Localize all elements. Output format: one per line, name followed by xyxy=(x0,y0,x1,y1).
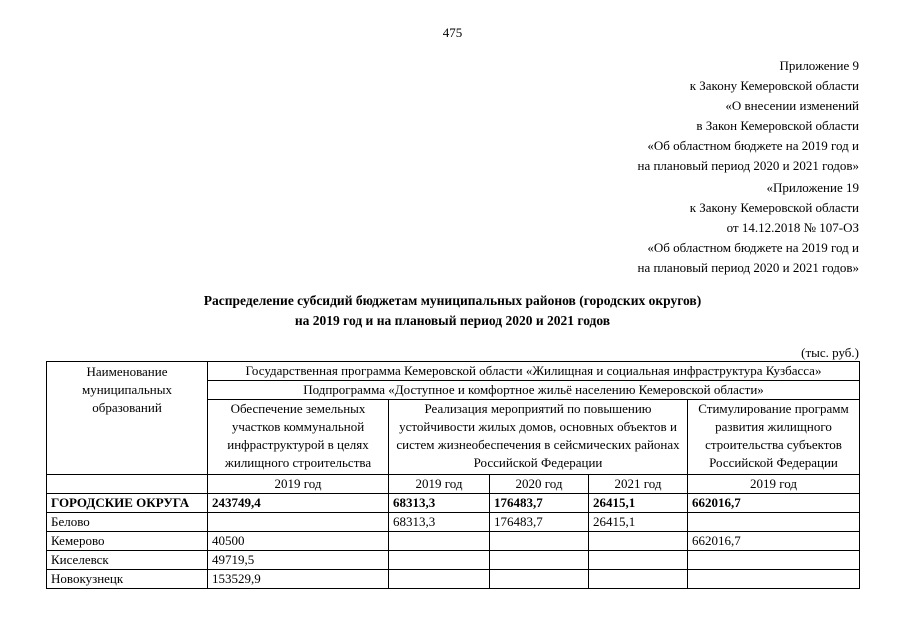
year-header: 2021 год xyxy=(589,475,688,494)
row-value: 662016,7 xyxy=(688,494,860,513)
appendix-current-line: в Закон Кемеровской области xyxy=(696,118,859,133)
row-value: 68313,3 xyxy=(389,494,490,513)
measure-header-land: Обеспечение земельных участков коммунальной инфраструктурой в целях жилищного строительства xyxy=(208,400,389,475)
year-header: 2019 год xyxy=(389,475,490,494)
measure-header-seismic: Реализация мероприятий по повышению устойчивости жилых домов, основных объектов и систем жизнеобеспечения в сейсмических районах Российской Федерации xyxy=(389,400,688,475)
subprogram-header: Подпрограмма «Доступное и комфортное жильё населению Кемеровской области» xyxy=(208,381,860,400)
row-value xyxy=(589,551,688,570)
appendix-current-line: Приложение 9 xyxy=(779,58,859,73)
row-value: 68313,3 xyxy=(389,513,490,532)
appendix-current-line: «Об областном бюджете на 2019 год и xyxy=(647,138,859,153)
empty-cell xyxy=(47,475,208,494)
row-value xyxy=(589,570,688,589)
appendix-original-heading xyxy=(638,178,860,278)
title-line-2: на 2019 год и на плановый период 2020 и 2021 годов xyxy=(294,313,611,328)
row-name: Киселевск xyxy=(47,551,208,570)
row-value xyxy=(490,532,589,551)
measure-header-housing: Стимулирование программ развития жилищного строительства субъектов Российской Федерации xyxy=(688,400,860,475)
appendix-original-line: к Закону Кемеровской области xyxy=(689,200,859,215)
units-label: (тыс. руб.) xyxy=(801,345,859,360)
row-value: 26415,1 xyxy=(589,513,688,532)
table-row xyxy=(47,513,860,532)
appendix-original-line: от 14.12.2018 № 107-ОЗ xyxy=(726,220,859,235)
appendix-current-heading xyxy=(638,56,860,176)
table-row xyxy=(47,494,860,513)
appendix-original-line: «Об областном бюджете на 2019 год и xyxy=(647,240,859,255)
table-row xyxy=(47,532,860,551)
row-value: 176483,7 xyxy=(490,494,589,513)
row-value: 243749,4 xyxy=(208,494,389,513)
year-header: 2019 год xyxy=(688,475,860,494)
year-header: 2020 год xyxy=(490,475,589,494)
appendix-current-line: к Закону Кемеровской области xyxy=(689,78,859,93)
row-value: 26415,1 xyxy=(589,494,688,513)
appendix-original-line: «Приложение 19 xyxy=(766,180,859,195)
row-value: 40500 xyxy=(208,532,389,551)
row-value xyxy=(490,551,589,570)
row-name: ГОРОДСКИЕ ОКРУГА xyxy=(47,494,208,513)
row-value xyxy=(389,570,490,589)
row-value xyxy=(208,513,389,532)
row-value xyxy=(389,551,490,570)
row-value: 176483,7 xyxy=(490,513,589,532)
document-title xyxy=(0,291,905,331)
page-number: 475 xyxy=(442,25,463,40)
appendix-current-line: на плановый период 2020 и 2021 годов» xyxy=(637,158,859,173)
title-line-1: Распределение субсидий бюджетам муниципальных районов (городских округов) xyxy=(203,293,702,308)
appendix-original-line: на плановый период 2020 и 2021 годов» xyxy=(637,260,859,275)
row-value: 153529,9 xyxy=(208,570,389,589)
table-row xyxy=(47,551,860,570)
row-value: 49719,5 xyxy=(208,551,389,570)
row-value xyxy=(589,532,688,551)
row-name: Новокузнецк xyxy=(47,570,208,589)
table-row xyxy=(47,570,860,589)
row-value xyxy=(688,513,860,532)
row-value xyxy=(490,570,589,589)
row-value: 662016,7 xyxy=(688,532,860,551)
row-value xyxy=(389,532,490,551)
row-value xyxy=(688,570,860,589)
row-name: Кемерово xyxy=(47,532,208,551)
year-header: 2019 год xyxy=(208,475,389,494)
row-value xyxy=(688,551,860,570)
appendix-current-line: «О внесении изменений xyxy=(725,98,859,113)
program-header: Государственная программа Кемеровской области «Жилищная и социальная инфраструктура Кузбасса» xyxy=(208,362,860,381)
subsidies-table xyxy=(46,361,860,589)
row-name: Белово xyxy=(47,513,208,532)
column-header-name: Наименование муниципальных образований xyxy=(47,362,208,475)
